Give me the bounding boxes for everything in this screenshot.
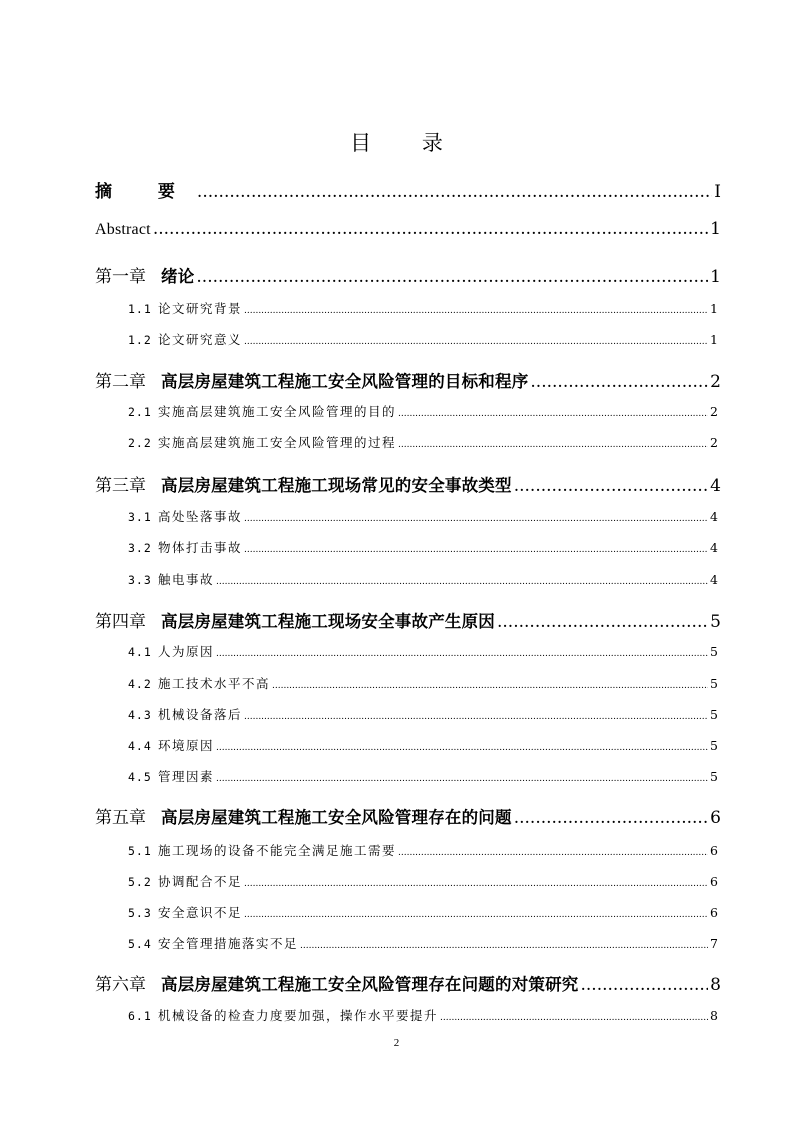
toc-entry-title: 施工现场的设备不能完全满足施工需要: [158, 843, 397, 858]
toc-section-entry[interactable]: [128, 402, 718, 420]
toc-entry-number: 6.1: [128, 1009, 152, 1023]
toc-leader-dots: [244, 514, 708, 524]
toc-entry-title: 论文研究背景: [158, 301, 243, 316]
toc-entry-title: 高层房屋建筑工程施工安全风险管理存在问题的对策研究: [161, 975, 579, 994]
toc-entry-page: 6: [710, 905, 718, 920]
toc-entry-title: 绪论: [161, 267, 195, 286]
toc-entry-page: 4: [710, 540, 718, 555]
toc-section-entry[interactable]: [128, 642, 718, 660]
toc-entry-page: 5: [710, 738, 718, 753]
toc-leader-dots: [216, 774, 708, 784]
toc-entry-number: 3.3: [128, 573, 152, 587]
toc-leader-dots: [244, 712, 708, 722]
toc-entry-page: I: [714, 182, 721, 202]
toc-entry-title: 人为原因: [158, 644, 215, 659]
toc-entry-page: 7: [710, 936, 718, 951]
toc-leader-dots: [244, 337, 708, 347]
toc-entry-title: 机械设备落后: [158, 707, 243, 722]
toc-entry-number: 1.2: [128, 333, 152, 347]
toc-entry-number: 1.1: [128, 302, 152, 316]
toc-chapter-entry[interactable]: [95, 219, 721, 239]
toc-leader-dots: [530, 372, 708, 392]
toc-section-entry[interactable]: [128, 736, 718, 754]
toc-entry-number: 5.4: [128, 937, 152, 951]
toc-entry-title: 触电事故: [158, 572, 215, 587]
toc-leader-dots: [398, 440, 708, 450]
toc-entry-number: 3.2: [128, 541, 152, 555]
toc-entry-page: 8: [710, 1008, 718, 1023]
toc-entry-page: 6: [710, 843, 718, 858]
toc-entry-title: 管理因素: [158, 769, 215, 784]
toc-entry-page: 6: [710, 874, 718, 889]
toc-entry-page: 1: [710, 219, 721, 239]
toc-leader-dots: [514, 476, 708, 496]
toc-leader-dots: [244, 910, 708, 920]
toc-leader-dots: [216, 649, 708, 659]
toc-entry-number: 3.1: [128, 510, 152, 524]
toc-chapter-entry[interactable]: [95, 367, 721, 392]
toc-leader-dots: [440, 1013, 708, 1023]
toc-section-entry[interactable]: [128, 570, 718, 588]
toc-leader-dots: [581, 975, 709, 995]
toc-entry-page: 1: [710, 267, 721, 287]
toc-entry-number: 5.2: [128, 875, 152, 889]
toc-leader-dots: [244, 879, 708, 889]
toc-entry-page: 5: [710, 612, 721, 632]
toc-section-entry[interactable]: [128, 330, 718, 348]
toc-entry-page: 5: [710, 769, 718, 784]
toc-section-entry[interactable]: [128, 433, 718, 451]
toc-chapter-entry[interactable]: [95, 262, 721, 287]
toc-entry-title: 机械设备的检查力度要加强，操作水平要提升: [158, 1008, 439, 1023]
toc-leader-dots: [196, 267, 708, 287]
toc-entry-page: 2: [710, 404, 718, 419]
toc-entry-title: 安全意识不足: [158, 905, 243, 920]
toc-entry-number: 4.5: [128, 770, 152, 784]
toc-entry-number: 第六章: [95, 975, 146, 995]
toc-entry-title: 高层房屋建筑工程施工安全风险管理的目标和程序: [161, 372, 529, 391]
toc-entry-title: 协调配合不足: [158, 874, 243, 889]
toc-entry-number: 4.2: [128, 677, 152, 691]
toc-section-entry[interactable]: [128, 705, 718, 723]
toc-section-entry[interactable]: [128, 1006, 718, 1024]
toc-section-entry[interactable]: [128, 841, 718, 859]
toc-leader-dots: [216, 577, 708, 587]
page-title: 目 录: [350, 131, 465, 155]
toc-entry-number: 2.2: [128, 436, 152, 450]
toc-entry-title: 高层房屋建筑工程施工现场安全事故产生原因: [161, 612, 495, 631]
toc-entry-number: 第四章: [95, 612, 146, 632]
toc-leader-dots: [514, 808, 708, 828]
toc-leader-dots: [398, 409, 708, 419]
toc-entry-page: 5: [710, 644, 718, 659]
toc-entry-number: 第五章: [95, 808, 146, 828]
toc-entry-number: 5.3: [128, 906, 152, 920]
toc-entry-title: 高处坠落事故: [158, 509, 243, 524]
toc-entry-page: 1: [710, 301, 718, 316]
toc-leader-dots: [244, 545, 708, 555]
toc-entry-number: 4.4: [128, 739, 152, 753]
toc-entry-page: 5: [710, 676, 718, 691]
toc-entry-number: 第一章: [95, 267, 146, 287]
toc-leader-dots: [244, 306, 708, 316]
toc-section-entry[interactable]: [128, 538, 718, 556]
toc-chapter-entry[interactable]: [95, 471, 721, 496]
toc-entry-title: 摘 要: [95, 182, 195, 202]
toc-leader-dots: [153, 219, 708, 239]
toc-entry-page: 5: [710, 707, 718, 722]
toc-entry-page: 8: [710, 975, 721, 995]
toc-entry-number: 2.1: [128, 405, 152, 419]
toc-section-entry[interactable]: [128, 872, 718, 890]
toc-leader-dots: [197, 182, 712, 202]
toc-entry-number: 第三章: [95, 476, 146, 496]
toc-entry-page: 6: [710, 808, 721, 828]
toc-entry-page: 2: [710, 372, 721, 392]
toc-chapter-entry[interactable]: [95, 970, 721, 995]
toc-entry-title: 物体打击事故: [158, 540, 243, 555]
toc-leader-dots: [398, 848, 708, 858]
toc-section-entry[interactable]: [128, 934, 718, 952]
toc-entry-number: 第二章: [95, 372, 146, 392]
toc-entry-title: 施工技术水平不高: [158, 676, 271, 691]
toc-chapter-entry[interactable]: [95, 803, 721, 828]
toc-section-entry[interactable]: [128, 507, 718, 525]
toc-entry-title: Abstract: [95, 221, 151, 238]
toc-leader-dots: [497, 612, 708, 632]
toc-entry-number: 4.3: [128, 708, 152, 722]
toc-section-entry[interactable]: [128, 299, 718, 317]
toc-entry-page: 4: [710, 572, 718, 587]
toc-entry-page: 4: [710, 476, 721, 496]
toc-entry-title: 高层房屋建筑工程施工现场常见的安全事故类型: [161, 476, 512, 495]
toc-section-entry[interactable]: [128, 674, 718, 692]
toc-chapter-entry[interactable]: [95, 177, 721, 202]
toc-entry-number: 4.1: [128, 645, 152, 659]
toc-leader-dots: [272, 681, 708, 691]
toc-entry-page: 1: [710, 332, 718, 347]
toc-entry-title: 实施高层建筑施工安全风险管理的过程: [158, 435, 397, 450]
toc-chapter-entry[interactable]: [95, 607, 721, 632]
toc-entry-title: 实施高层建筑施工安全风险管理的目的: [158, 404, 397, 419]
toc-entry-title: 环境原因: [158, 738, 215, 753]
toc-entry-number: 5.1: [128, 844, 152, 858]
toc-leader-dots: [300, 941, 708, 951]
toc-entry-title: 高层房屋建筑工程施工安全风险管理存在的问题: [161, 808, 512, 827]
toc-entry-title: 安全管理措施落实不足: [158, 936, 299, 951]
toc-section-entry[interactable]: [128, 903, 718, 921]
toc-leader-dots: [216, 743, 708, 753]
toc-section-entry[interactable]: [128, 767, 718, 785]
toc-entry-page: 4: [710, 509, 718, 524]
toc-entry-page: 2: [710, 435, 718, 450]
toc-entry-title: 论文研究意义: [158, 332, 243, 347]
page-number: 2: [393, 1037, 400, 1049]
